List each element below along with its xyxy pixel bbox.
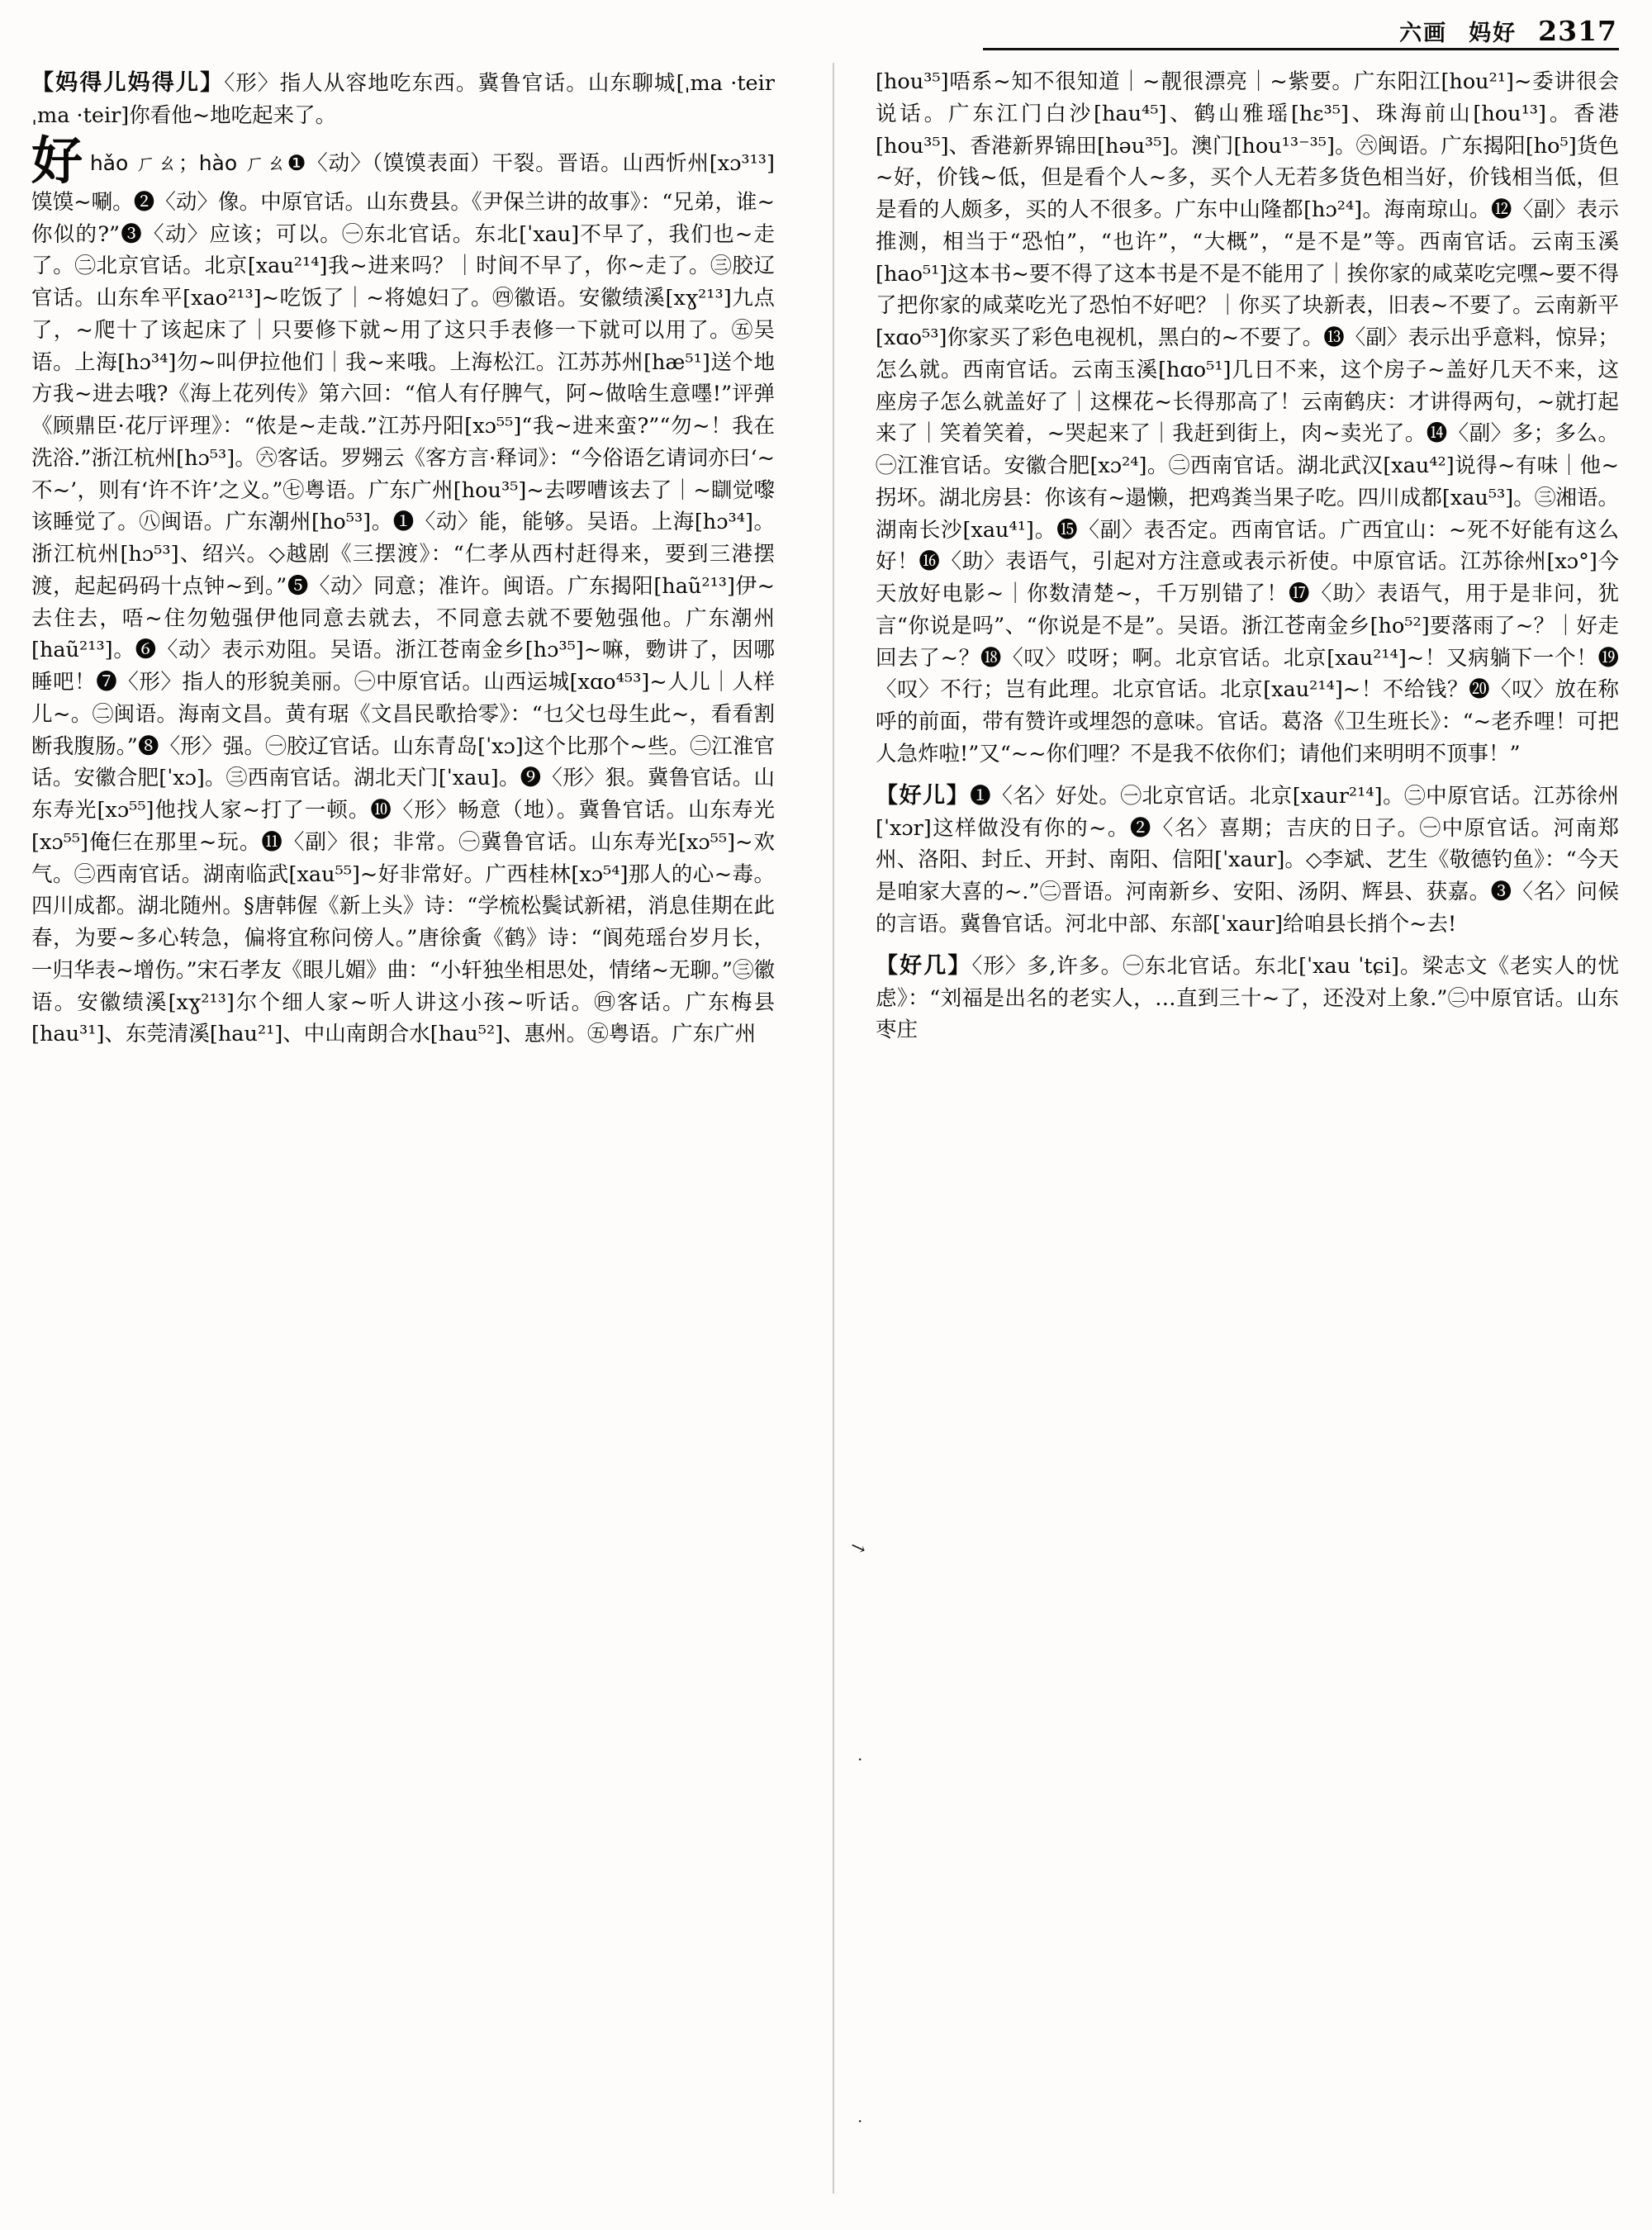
entry-hao [31,130,776,1051]
page-header [1399,15,1617,47]
sense-11: ⓫〈副〉很；非常。㊀冀鲁官话。山东寿光[xɔ⁵⁵]~欢气。㊁西南官话。湖南临武[xau⁵⁵]~好非常好。广西桂林[xɔ⁵⁴]那人的心~毒。四川成都。湖北随州。§唐韩偓《新上头》诗：“学梳松鬓试新裙，消息佳期在此春，为要~多心转急，偏将宜称问傍人。”唐徐夤《鹤》诗：“阆苑瑶台岁月长，一归华表~增伤。”宋石孝友《眼儿媚》曲：“小轩独坐相思处，情绪~无聊。”㊂徽语。安徽绩溪[xɣ²¹³]尔个细人家~听人讲这小孩~听话。㊃客话。广东梅县[hau³¹]、东莞清溪[hau²¹]、中山南朗合水[hau⁵²]、惠州。㊄粤语。广东广州 [31,829,776,1047]
entry-haoer [876,779,1619,941]
header-entry: 妈好 [1469,21,1517,46]
sense-13: ⓭〈副〉表示出乎意料，惊异；怎么就。西南官话。云南玉溪[hɑo⁵¹]几日不来，这个房子~盖好几天不来，这座房子怎么就盖好了｜这棵花~长得那高了！云南鹤庆：才讲得两句，~就打起来了｜笑着笑着，~哭起来了｜我赶到街上，肉~卖光了。 [876,325,1619,447]
column-divider [833,63,834,2194]
page-number: 2317 [1538,15,1617,47]
entry-big-character: 好 [31,130,83,191]
sense-8: ❽〈形〉强。㊀胶辽官话。山东青岛[ˈxɔ]这个比那个~些。㊁江淮官话。安徽合肥[ˈxɔ]。㊂西南官话。湖北天门[ˈxau]。 [31,733,776,791]
header-radical: 六画 [1399,21,1448,46]
sense-18: ⓲〈叹〉哎呀；啊。北京官话。北京[xau²¹⁴]~！又病躺下一个！ [980,645,1598,671]
sense-4: ❶〈动〉能，能够。吴语。上海[hɔ³⁴]。浙江杭州[hɔ⁵³]、绍兴。◇越剧《三摆渡》：“仁孝从西村赶得来，要到三港摆渡，起起码码十点钟~到。” [31,510,775,599]
entry-headword: 【好几】 [876,952,972,979]
sense-15: ⓯〈副〉表否定。西南官话。广西宜山：~死不好能有这么好！ [876,517,1619,575]
margin-mark-arrow: ↘ [847,1535,870,1561]
sense-3: ❸〈名〉问候的言语。冀鲁官话。河北中部、东部[ˈxaur]给咱县长捎个~去! [876,880,1619,937]
sense-7: ❼〈形〉指人的形貌美丽。㊀中原官话。山西运城[xɑo⁴⁵³]~人儿｜人样儿~。㊁闽语。海南文昌。黄有琚《文昌民歌拾零》：“乜父乜母生此~，看看割断我腹肠。” [31,670,775,759]
entry-body: 〈形〉指人从容地吃东西。冀鲁官话。山东聊城[ˌma ·teirˌma ·teir]你看他~地吃起来了。 [31,71,775,129]
sense-17: ⓱〈助〉表语气，用于是非问，犹言“你说是吗”、“你说是不是”。吴语。浙江苍南金乡[ho⁵²]要落雨了~？｜好走回去了~？ [876,581,1619,671]
sense-2: ❷〈动〉像。中原官话。山东费县。《尹保兰讲的故事》：“兄弟，谁~你似的?” [31,189,775,247]
entry-madeer [31,66,775,132]
sense-10: ❿〈形〉畅意（地）。冀鲁官话。山东寿光[xɔ⁵⁵]俺仨在那里~玩。 [31,798,775,855]
margin-mark-dash: · [857,1749,863,1769]
entry-headword: 【妈得儿妈得儿】 [31,70,225,96]
margin-mark-dash-2: · [857,2111,863,2131]
right-column [876,66,1619,1050]
header-rule [983,48,1619,50]
sense-16: ⓰〈助〉表语气，引起对方注意或表示祈使。中原官话。江苏徐州[xɔ°]今天放好电影~｜你数清楚~，千万别错了！ [876,549,1619,606]
sense-20: ⓴〈叹〉放在称呼的前面，带有赞许或埋怨的意味。官话。葛洛《卫生班长》：“~老乔哩！可把人急炸啦!”又“~~你们哩？不是我不依你们；请他们来明明不顶事！” [876,677,1619,766]
left-column [31,66,775,1054]
entry-haoji [876,949,1619,1047]
entry-pronunciation: hǎo ㄏㄠ；hào ㄏㄠ [89,150,287,175]
sense-1: ❶〈动〉（馍馍表面）干裂。晋语。山西忻州[xɔ³¹³]馍馍~唰。 [31,150,775,215]
sense-19: ⓳〈叹〉不行；岂有此理。北京官话。北京[xau²¹⁴]~！不给钱？ [876,645,1619,703]
sense-1: ❶〈名〉好处。㊀北京官话。北京[xaur²¹⁴]。㊁中原官话。江苏徐州[ˈxɔr]这样做没有你的~。 [876,783,1620,841]
entry-body: 〈形〉多,许多。㊀东北官话。东北[ˈxau ˈtɕi]。梁志文《老实人的忧虑》：“刘福是出名的老实人，…直到三十~了，还没对上象.”㊁中原官话。山东枣庄 [876,953,1620,1043]
sense-2: ❷〈名〉喜期；吉庆的日子。㊀中原官话。河南郑州、洛阳、封丘、开封、南阳、信阳[ˈxaur]。◇李斌、艺生《敬德钓鱼》：“今天是咱家大喜的~.”㊁晋语。河南新乡、安阳、汤阴、辉县、获嘉。 [876,815,1619,905]
sense-9: ❾〈形〉狠。冀鲁官话。山东寿光[xɔ⁵⁵]他找人家~打了一顿。 [31,766,775,823]
sense-12: ⓬〈副〉表示推测，相当于“恐怕”，“也许”，“大概”，“是不是”等。西南官话。云南玉溪[hao⁵¹]这本书~要不得了这本书是不是不能用了｜挨你家的咸菜吃完嘿~要不得了把你家的咸菜吃光了恐怕不好吧？｜你买了块新表，旧表~不要了。云南新平[xɑo⁵³]你家买了彩色电视机，黑白的~不要了。 [876,197,1619,350]
sense-3: ❸〈动〉应该；可以。㊀东北官话。东北[ˈxau]不早了，我们也~走了。㊁北京官话。北京[xau²¹⁴]我~进来吗？｜时间不早了，你~走了。㊂胶辽官话。山东牟平[xao²¹³]~吃饭了｜~将媳妇了。㊃徽语。安徽绩溪[xɣ²¹³]九点了，~爬十了该起床了｜只要修下就~用了这只手表修一下就可以用了。㊄吴语。上海[hɔ³⁴]勿~叫伊拉他们｜我~来哦。上海松江。江苏苏州[hæ⁵¹]送个地方我~进去哦?《海上花列传》第六回：“倌人有仔脾气，阿~做啥生意嚜!”评弹《顾鼎臣·花厅评理》：“侬是~走哉.”江苏丹阳[xɔ⁵⁵]“我~进来蛮?”“勿~！我在洗浴.”浙江杭州[hɔ⁵³]。㊅客话。罗翙云《客方言·释词》：“今俗语乞请词亦曰‘~不~’，则有‘许不许’之义。”㊆粤语。广东广州[hou³⁵]~去啰嘈该去了｜~瞓觉嚟该睡觉了。㊇闽语。广东潮州[ho⁵³]。 [31,221,775,535]
sense-5: ❺〈动〉同意；准许。闽语。广东揭阳[haũ²¹³]伊~去住去，唔~住勿勉强伊他同意去就去，不同意去就不要勉强他。广东潮州[haũ²¹³]。 [31,573,776,663]
entry-hao-continued [876,66,1619,771]
sense-14: ⓮〈副〉多；多么。㊀江淮官话。安徽合肥[xɔ²⁴]。㊁西南官话。湖北武汉[xau⁴²]说得~有味｜他~拐坏。湖北房县：你该有~遢懒，把鸡粪当果子吃。四川成都[xau⁵³]。㊂湘语。湖南长沙[xau⁴¹]。 [876,421,1619,543]
sense-11-continued: [hou³⁵]唔系~知不很知道｜~靓很漂亮｜~紫要。广东阳江[hou²¹]~委讲很会说话。广东江门白沙[hau⁴⁵]、鹤山雅瑶[hɛ³⁵]、珠海前山[hou¹³]。香港[hou³⁵]、香港新界锦田[həu³⁵]。澳门[hou¹³⁻³⁵]。㊅闽语。广东揭阳[ho⁵]货色~好，价钱~低，但是看个人~多，买个人无若多货色相当好，价钱相当低，但是看的人颇多，买的人不很多。广东中山隆都[hɔ²⁴]。海南琼山。 [876,69,1619,222]
sense-6: ❻〈动〉表示劝阻。吴语。浙江苍南金乡[hɔ³⁵]~嘛，覅讲了，因哪睡吧！ [31,638,775,695]
entry-headword: 【好儿】 [876,782,971,809]
